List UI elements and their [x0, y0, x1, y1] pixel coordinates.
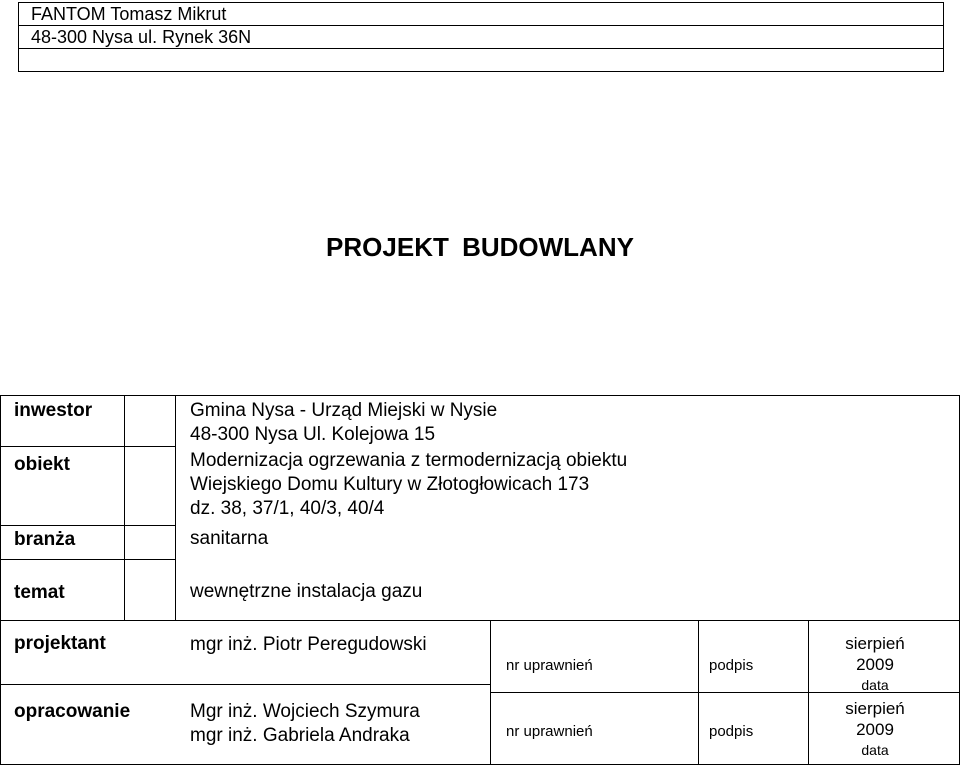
- projektant-date: sierpień 2009 data: [845, 634, 905, 693]
- projektant-nr-uprawnien: nr uprawnień: [506, 657, 593, 674]
- project-info-table: [0, 395, 960, 765]
- label-obiekt: obiekt: [14, 454, 70, 475]
- document-title: PROJEKT BUDOWLANY: [326, 232, 634, 262]
- label-opracowanie: opracowanie: [14, 701, 131, 722]
- projektant-name: mgr inż. Piotr Peregudowski: [190, 634, 427, 655]
- company-header: [18, 2, 944, 72]
- label-branza: branża: [14, 529, 76, 550]
- company-empty-line: [19, 49, 943, 72]
- value-branza: sanitarna: [190, 528, 269, 549]
- opracowanie-nr-uprawnien: nr uprawnień: [506, 723, 593, 740]
- projektant-podpis: podpis: [709, 657, 754, 674]
- label-projektant: projektant: [14, 633, 106, 654]
- value-inwestor: Gmina Nysa - Urząd Miejski w Nysie 48-300 Nysa Ul. Kolejowa 15: [190, 400, 498, 445]
- label-inwestor: inwestor: [14, 400, 93, 421]
- value-temat: wewnętrzne instalacja gazu: [190, 581, 423, 602]
- company-address: 48-300 Nysa ul. Rynek 36N: [19, 26, 943, 49]
- value-obiekt: Modernizacja ogrzewania z termodernizacją obiektu Wiejskiego Domu Kultury w Złotogłowicach 173 dz. 38, 37/1, 40/3, 40/4: [190, 450, 628, 519]
- opracowanie-date: sierpień 2009 data: [845, 699, 905, 758]
- opracowanie-podpis: podpis: [709, 723, 754, 740]
- opracowanie-names: Mgr inż. Wojciech Szymura mgr inż. Gabriela Andraka: [190, 701, 420, 746]
- company-name: FANTOM Tomasz Mikrut: [19, 3, 943, 26]
- label-temat: temat: [14, 582, 65, 603]
